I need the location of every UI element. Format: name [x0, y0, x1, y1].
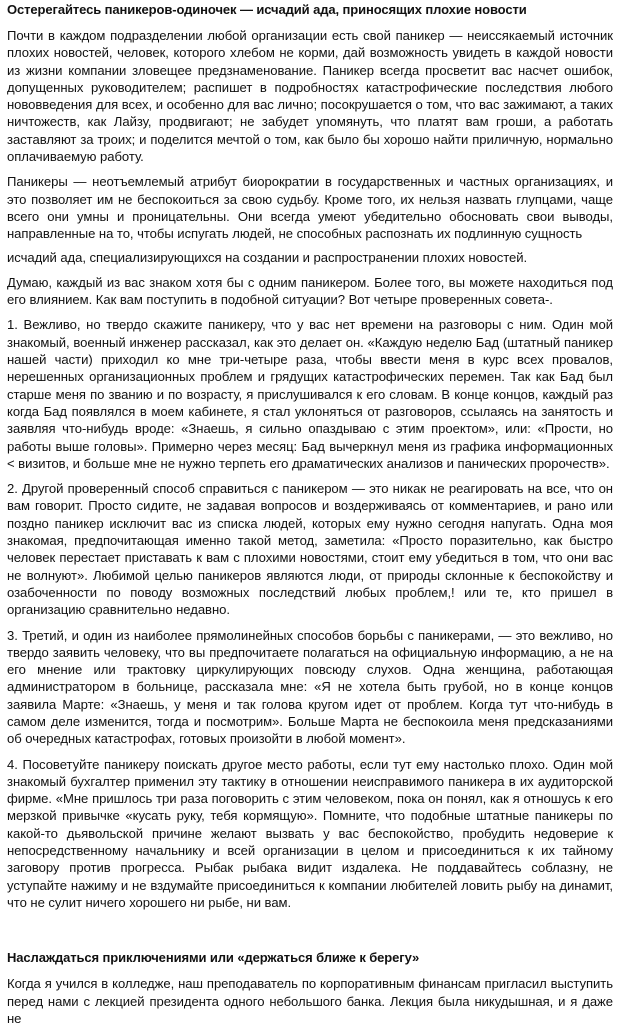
section-heading: Остерегайтесь паникеров-одиночек — исчадий ада, приносящих плохие новости [7, 2, 527, 17]
list-item-paragraph: 1. Вежливо, но твердо скажите паникеру, что у вас нет времени на разговоры с ним. Один мой знакомый, военный инженер рассказал, как это делает он. «Каждую неделю Бад (штатный паникер нашей части) приходил ко мне три-четыре раза, чтобы ввести меня в курс всех провалов, нерешенных организационных проблем и грядущих катастрофических перемен. Так как Бад был старше меня по званию и по возрасту, я прислушивался к его словам. В конце концов, каждый раз когда Бад появлялся в моем кабинете, я стал уклоняться от разговоров, ссылаясь на занятость и заявляя что-нибудь вроде: «Знаешь, я сильно опаздываю с этим проектом», или: «Прости, но работы выше головы». Примерно через месяц: Бад вычеркнул меня из графика информационных < визитов, и больше мне не нужно терпеть его драматических анализов и панических пророчеств». [7, 317, 613, 471]
list-item-paragraph: 2. Другой проверенный способ справиться с паникером — это никак не реагировать на все, что он вам говорит. Просто сидите, не задавая вопросов и воздерживаясь от комментариев, и рано или поздно паникер исключит вас из списка людей, которых ему нужно сегодня напугать. Одна моя знакомая, предпочитающая именно такой метод, заметила: «Просто поразительно, как быстро человек перестает приставать к вам с плохими новостями, стоит ему убедиться в том, что они вас не волнуют». Любимой целью паникеров являются люди, от природы склонные к беспокойству и озабоченности по поводу возможных последствий любых проблем,! или те, кто пришел в организацию сравнительно недавно. [7, 481, 613, 618]
list-item-paragraph: 4. Посоветуйте паникеру поискать другое место работы, если тут ему настолько плохо. Один мой знакомый бухгалтер применил эту тактику в отношении неисправимого паникера в их аудиторской фирме. «Мне пришлось три раза поговорить с этим человеком, пока он понял, как я отношусь к его мерзкой привычке «кусать руку, тебя кормящую». Помните, что подобные штатные паникеры по какой-то дьявольской причине желают вызвать у вас беспокойство, пробудить недоверие к непосредственному начальнику и всей организации в целом и присоединиться к их тайному заговору против прогресса. Рыбак рыбака видит издалека. Не поддавайтесь соблазну, не уступайте нажиму и не вздумайте присоединиться к компании любителей ловить рыбу на динамит, что не сулит ничего хорошего ни рыбе, ни вам. [7, 756, 613, 910]
paragraph: Думаю, каждый из вас знаком хотя бы с одним паникером. Более того, вы можете находиться под его влиянием. Как вам поступить в подобной ситуации? Вот четыре проверенных совета-. [7, 274, 613, 308]
list-item-paragraph: 3. Третий, и один из наиболее прямолинейных способов борьбы с паникерами, — это вежливо, но твердо заявить человеку, что вы предпочитаете полагаться на официальную информацию, а не на его мнение или трактовку циркулирующих повсюду слухов. Одна женщина, работающая администратором в больнице, рассказала мне: «Я не хотела быть грубой, но в конце концов заявила Марте: «Знаешь, у меня и так голова кругом идет от проблем. Когда тут что-нибудь в самом деле изменится, тогда и посмотрим». Больше Марта не беспокоила меня предсказаниями об очередных катастрофах, готовых произойти в любой момент». [7, 627, 613, 747]
paragraph: Почти в каждом подразделении любой организации есть свой паникер — неиссякаемый источник плохих новостей, человек, которого хлебом не корми, дай возможность увидеть в каждой новости из жизни компании зловещее предзнаменование. Паникер всегда просветит вас насчет ошибок, допущенных руководителем; распишет в подробностях катастрофические последствия любого нововведения для всех, и особенно для вас лично; посокрушается о том, что вас зажимают, а таких ничтожеств, как Лайзу, продвигают; не забудет упомянуть, что платят вам гроши, а работать заставляют за троих; и поделится мечтой о том, как было бы хорошо найти приличную, нормально оплачиваемую работу. [7, 28, 613, 165]
paragraph: Когда я учился в колледже, наш преподаватель по корпоративным финансам пригласил выступить перед нами с лекцией президента одного небольшого банка. Лекция была никудышная, и я даже не [7, 976, 613, 1026]
paragraph: Паникеры — неотъемлемый атрибут биорократии в государственных и частных организациях, и это позволяет им не беспокоиться за свою судьбу. Кроме того, их нельзя назвать глупцами, чаще всего они умны и проницательны. Они всегда умеют убедительно обосновать свои выводы, направленные на то, чтобы испугать людей, не способных распознать их подлинную сущность [7, 174, 613, 242]
paragraph: исчадий ада, специализирующихся на создании и распространении плохих новостей. [7, 249, 528, 265]
section-heading: Наслаждаться приключениями или «держаться ближе к берегу» [7, 950, 420, 966]
